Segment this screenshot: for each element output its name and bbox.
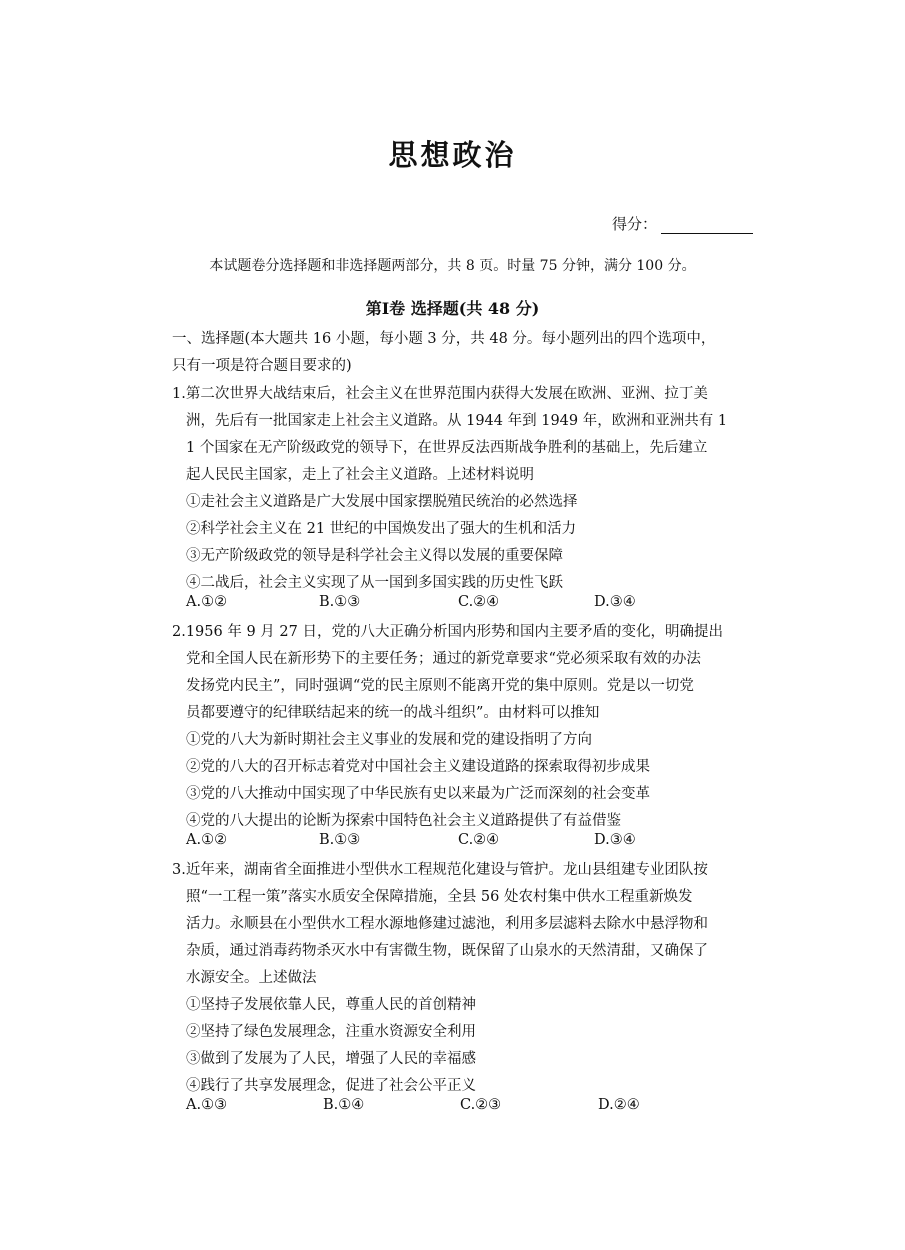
section-title: 第Ⅰ卷 选择题(共 48 分): [365, 299, 540, 318]
question-3-stem-line: 照“一工程一策”落实水质安全保障措施，全县 56 处农村集中供水工程重新焕发: [186, 889, 693, 905]
question-3-statement: ④践行了共享发展理念，促进了社会公平正义: [186, 1078, 476, 1094]
question-3-stem-line: 杂质，通过消毒药物杀灭水中有害微生物，既保留了山泉水的天然清甜，又确保了: [186, 943, 708, 959]
option-d[interactable]: D.③④: [594, 594, 636, 610]
question-3-stem-line: 3.近年来，湖南省全面推进小型供水工程规范化建设与管护。龙山县组建专业团队按: [172, 862, 708, 878]
option-d[interactable]: D.②④: [598, 1097, 640, 1113]
option-c[interactable]: C.②④: [458, 832, 500, 848]
option-a[interactable]: A.①②: [186, 832, 228, 848]
page-title: 思想政治: [388, 138, 517, 172]
score-blank-line[interactable]: [661, 219, 753, 234]
question-2-statement: ④党的八大提出的论断为探索中国特色社会主义道路提供了有益借鉴: [186, 813, 621, 829]
question-1-statement: ②科学社会主义在 21 世纪的中国焕发出了强大的生机和活力: [186, 521, 577, 537]
option-b[interactable]: B.①④: [323, 1097, 365, 1113]
question-3-statement: ③做到了发展为了人民，增强了人民的幸福感: [186, 1051, 476, 1067]
question-1-stem-line: 洲，先后有一批国家走上社会主义道路。从 1944 年到 1949 年，欧洲和亚洲共有 1: [186, 413, 728, 429]
question-1-statement: ④二战后，社会主义实现了从一国到多国实践的历史性飞跃: [186, 575, 563, 591]
instructions-line: 一、选择题(本大题共 16 小题，每小题 3 分，共 48 分。每小题列出的四个选项中，: [172, 331, 716, 347]
question-3-options: [186, 1097, 706, 1117]
option-c[interactable]: C.②③: [460, 1097, 502, 1113]
question-2-stem-line: 员都要遵守的纪律联结起来的统一的战斗组织”。由材料可以推知: [186, 705, 600, 721]
option-c[interactable]: C.②④: [458, 594, 500, 610]
question-2-statement: ①党的八大为新时期社会主义事业的发展和党的建设指明了方向: [186, 732, 592, 748]
question-1-stem-line: 起人民民主国家，走上了社会主义道路。上述材料说明: [186, 467, 534, 483]
score-label: 得分：: [612, 215, 658, 233]
question-3-stem-line: 水源安全。上述做法: [186, 970, 317, 986]
question-2-stem-line: 发扬党内民主”，同时强调“党的民主原则不能离开党的集中原则。党是以一切党: [186, 678, 694, 694]
option-b[interactable]: B.①③: [319, 594, 361, 610]
option-d[interactable]: D.③④: [594, 832, 636, 848]
option-a[interactable]: A.①②: [186, 594, 228, 610]
question-1-stem-line: 1.第二次世界大战结束后，社会主义在世界范围内获得大发展在欧洲、亚洲、拉丁美: [172, 386, 708, 402]
question-1-statement: ③无产阶级政党的领导是科学社会主义得以发展的重要保障: [186, 548, 563, 564]
exam-intro: 本试题卷分选择题和非选择题两部分，共 8 页。时量 75 分钟，满分 100 分。: [209, 258, 696, 274]
question-2-statement: ②党的八大的召开标志着党对中国社会主义建设道路的探索取得初步成果: [186, 759, 650, 775]
option-b[interactable]: B.①③: [319, 832, 361, 848]
question-3-stem-line: 活力。永顺县在小型供水工程水源地修建过滤池，利用多层滤料去除水中悬浮物和: [186, 916, 708, 932]
score-field: [612, 213, 753, 234]
question-1-stem-line: 1 个国家在无产阶级政党的领导下，在世界反法西斯战争胜利的基础上，先后建立: [186, 440, 708, 456]
question-1-options: [186, 594, 706, 614]
question-3-statement: ①坚持子发展依靠人民，尊重人民的首创精神: [186, 997, 476, 1013]
question-2-statement: ③党的八大推动中国实现了中华民族有史以来最为广泛而深刻的社会变革: [186, 786, 650, 802]
question-3-statement: ②坚持了绿色发展理念，注重水资源安全利用: [186, 1024, 476, 1040]
option-a[interactable]: A.①③: [186, 1097, 228, 1113]
question-2-stem-line: 2.1956 年 9 月 27 日，党的八大正确分析国内形势和国内主要矛盾的变化，明确提出: [172, 624, 723, 640]
question-2-options: [186, 832, 706, 852]
instructions-line: 只有一项是符合题目要求的): [172, 358, 352, 374]
question-1-statement: ①走社会主义道路是广大发展中国家摆脱殖民统治的必然选择: [186, 494, 578, 510]
question-2-stem-line: 党和全国人民在新形势下的主要任务；通过的新党章要求“党必须采取有效的办法: [186, 651, 701, 667]
